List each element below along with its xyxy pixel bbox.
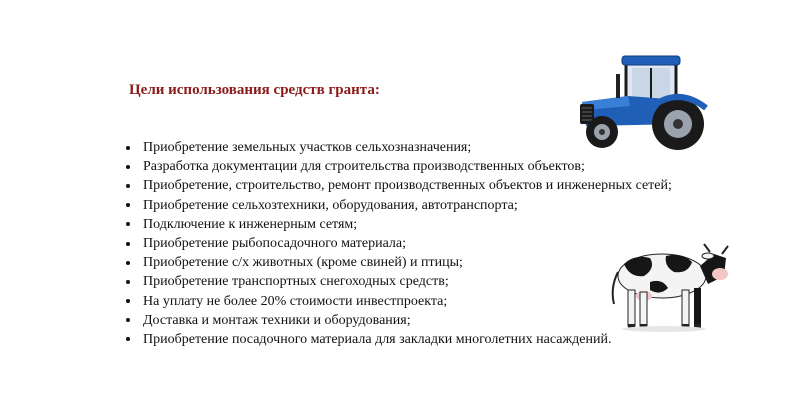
bullet-list — [126, 138, 672, 349]
list-item-text: Приобретение посадочного материала для закладки многолетних насаждений. — [143, 331, 612, 347]
list-item — [126, 272, 672, 291]
bullet-icon — [126, 203, 130, 207]
list-item — [126, 253, 672, 272]
bullet-icon — [126, 165, 130, 169]
bullet-icon — [126, 261, 130, 265]
list-item-text: На уплату не более 20% стоимости инвестпроекта; — [143, 293, 448, 309]
list-item-text: Приобретение транспортных снегоходных средств; — [143, 274, 449, 290]
list-item-text: Приобретение рыбопосадочного материала; — [143, 236, 406, 252]
list-item-text: Приобретение, строительство, ремонт производственных объектов и инженерных сетей; — [143, 178, 672, 194]
list-item — [126, 311, 672, 330]
bullet-icon — [126, 222, 130, 226]
list-item-text: Приобретение с/х животных (кроме свиней) и птицы; — [143, 255, 463, 271]
bullet-icon — [126, 337, 130, 341]
bullet-icon — [126, 299, 130, 303]
cow-image — [604, 232, 734, 332]
list-item — [126, 157, 672, 176]
list-item — [126, 215, 672, 234]
list-item — [126, 330, 672, 349]
bullet-icon — [126, 184, 130, 188]
bullet-icon — [126, 318, 130, 322]
list-item — [126, 196, 672, 215]
list-item-text: Приобретение сельхозтехники, оборудования, автотранспорта; — [143, 197, 518, 213]
list-item-text: Разработка документации для строительства производственных объектов; — [143, 159, 585, 175]
list-item — [126, 292, 672, 311]
tractor-image — [572, 48, 724, 152]
list-item-text: Подключение к инженерным сетям; — [143, 216, 358, 232]
list-item-text: Приобретение земельных участков сельхозназначения; — [143, 140, 472, 156]
list-item — [126, 234, 672, 253]
list-item — [126, 176, 672, 195]
list-item-text: Доставка и монтаж техники и оборудования; — [143, 312, 411, 328]
bullet-icon — [126, 242, 130, 246]
slide-heading: Цели использования средств гранта: — [129, 82, 380, 98]
bullet-icon — [126, 146, 130, 150]
bullet-icon — [126, 280, 130, 284]
